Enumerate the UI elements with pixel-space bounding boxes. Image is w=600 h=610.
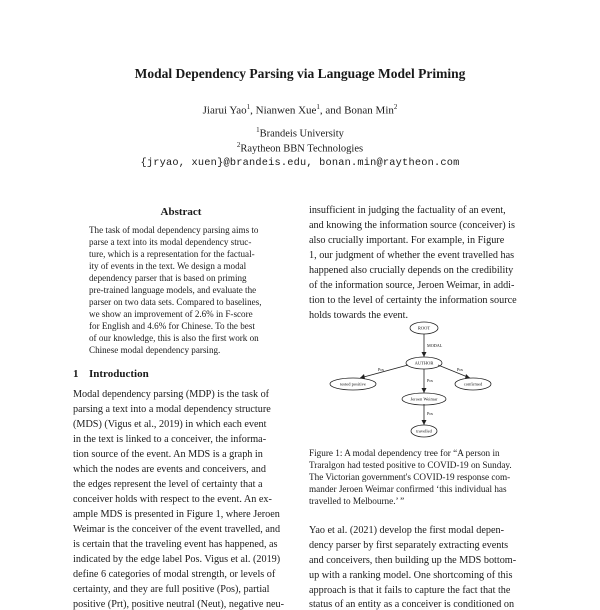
body-line: 1, our judgment of whether the event travelled has xyxy=(309,250,515,261)
abstract-heading: Abstract xyxy=(160,206,202,218)
intro-line: parsing a text into a modal dependency structure xyxy=(73,404,271,415)
node-label: confirmed xyxy=(463,381,483,387)
author-separator: , xyxy=(250,104,256,117)
edge-label: Pos xyxy=(457,367,464,372)
arrowhead xyxy=(422,388,427,393)
node-label: travelled xyxy=(416,428,432,434)
author-affil-mark: 2 xyxy=(393,103,398,111)
author-emails: {jryao, xuen}@brandeis.edu, bonan.min@raytheon.com xyxy=(140,157,460,169)
edge-author-confirmed xyxy=(438,365,470,378)
figure-caption-line: The Victorian government's COVID-19 response com- xyxy=(309,472,511,482)
edge-label: Pos xyxy=(378,367,385,372)
body-line: status of an entity as a conceiver is conditioned on xyxy=(309,599,515,610)
body-line: of the information source, Jeroen Weimar, in addi- xyxy=(309,280,515,291)
node-label: tested positive xyxy=(340,381,366,387)
author-name: Bonan Min xyxy=(344,104,394,117)
intro-line: in the text is linked to a conceiver, the informa- xyxy=(73,434,267,445)
abstract-line: pre-trained language models, and evaluate the xyxy=(89,285,257,295)
author-list xyxy=(0,103,600,117)
figure-caption-line: Figure 1: A modal dependency tree for “A person in xyxy=(309,448,500,458)
body-line: and knowing the information source (conceiver) is xyxy=(309,220,515,231)
body-line: holds towards the event. xyxy=(309,310,409,321)
arrowhead xyxy=(422,420,427,425)
abstract-line: The task of modal dependency parsing aims to xyxy=(89,225,259,235)
body-line: up with a ranking model. One shortcoming of this xyxy=(309,570,513,581)
intro-line: the edges represent the level of certainty that a xyxy=(73,479,263,490)
body-line: happened also crucially depends on the credibility xyxy=(309,265,514,276)
figure-caption-line: travelled to Melbourne.’ ” xyxy=(309,496,405,506)
author-separator: , and xyxy=(319,104,345,117)
author-affil-mark: 1 xyxy=(316,103,320,111)
affiliation xyxy=(0,126,600,140)
section-number: 1 xyxy=(73,368,79,380)
body-line: approach is that it fails to capture the fact that the xyxy=(309,585,511,596)
author-affil-mark: 1 xyxy=(246,103,251,111)
figure-caption-line: Traralgon had tested positive to COVID-19 on Sunday. xyxy=(309,460,512,470)
edge-label: Pos xyxy=(427,411,434,416)
intro-line: is certain that the traveling event has happened, as xyxy=(73,539,278,550)
body-line: tion to the level of certainty the information source xyxy=(309,295,517,306)
intro-line: Weimar is the conceiver of the event travelled, and xyxy=(73,524,281,535)
modal-dependency-tree-figure xyxy=(320,318,520,442)
abstract-line: of our knowledge, this is also the first work on xyxy=(89,333,259,343)
edge-label: MODAL xyxy=(427,343,443,348)
affiliation xyxy=(0,141,600,155)
intro-line: tion source of the event. An MDS is a graph in xyxy=(73,449,263,460)
node-label: Jeroen Weimar xyxy=(410,396,438,402)
body-line: Yao et al. (2021) develop the first modal depen- xyxy=(309,525,505,536)
abstract-line: parse a text into its modal dependency struc- xyxy=(89,237,252,247)
intro-line: Modal dependency parsing (MDP) is the task of xyxy=(73,389,270,400)
abstract-line: ture, which is a representation for the factual- xyxy=(89,249,255,259)
intro-line: ample MDS is presented in Figure 1, where Jeroen xyxy=(73,509,280,520)
intro-line: positive (Prt), positive neutral (Neut), negative neu- xyxy=(73,599,285,610)
body-line: insufficient in judging the factuality of an event, xyxy=(309,205,506,216)
body-line: also crucially important. For example, in Figure xyxy=(309,235,505,246)
edge-label: Pos xyxy=(427,378,434,383)
section-title: Introduction xyxy=(89,368,149,380)
arrowhead xyxy=(422,352,427,357)
intro-line: certainty, and they are full positive (Pos), partial xyxy=(73,584,270,595)
abstract-line: we show an improvement of 2.6% in F-score xyxy=(89,309,253,319)
affiliation-name: Raytheon BBN Technologies xyxy=(240,143,364,155)
node-label: AUTHOR xyxy=(414,360,434,366)
author-name: Nianwen Xue xyxy=(255,104,317,117)
paper-title: Modal Dependency Parsing via Language Model Priming xyxy=(134,66,466,81)
affiliation-mark: 2 xyxy=(236,141,241,149)
intro-line: define 6 categories of modal strength, or levels of xyxy=(73,569,276,580)
intro-line: (MDS) (Vigus et al., 2019) in which each event xyxy=(73,419,267,430)
abstract-line: dependency parser that is based on priming xyxy=(89,273,247,283)
abstract-line: for English and 4.6% for Chinese. To the best xyxy=(89,321,255,331)
abstract-line: parser on two data sets. Compared to baselines, xyxy=(89,297,262,307)
affiliation-mark: 1 xyxy=(256,126,260,134)
abstract-line: ity of events in the text. We design a modal xyxy=(89,261,247,271)
intro-line: indicated by the edge label Pos. Vigus et al. (2019) xyxy=(73,554,281,565)
node-label: ROOT xyxy=(417,325,431,331)
intro-line: which the nodes are events and conceivers, and xyxy=(73,464,266,475)
intro-line: conceiver holds with respect to the event. An ex- xyxy=(73,494,272,505)
abstract-line: Chinese modal dependency parsing. xyxy=(89,345,221,355)
body-line: and conceivers, then building up the MDS bottom- xyxy=(309,555,517,566)
author-name: Jiarui Yao xyxy=(202,104,247,117)
figure-caption-line: mander Jeroen Weimar confirmed ‘this individual has xyxy=(309,484,507,494)
affiliation-name: Brandeis University xyxy=(259,128,344,140)
section-heading xyxy=(73,368,149,380)
body-line: dency parser by first separately extracting events xyxy=(309,540,509,551)
